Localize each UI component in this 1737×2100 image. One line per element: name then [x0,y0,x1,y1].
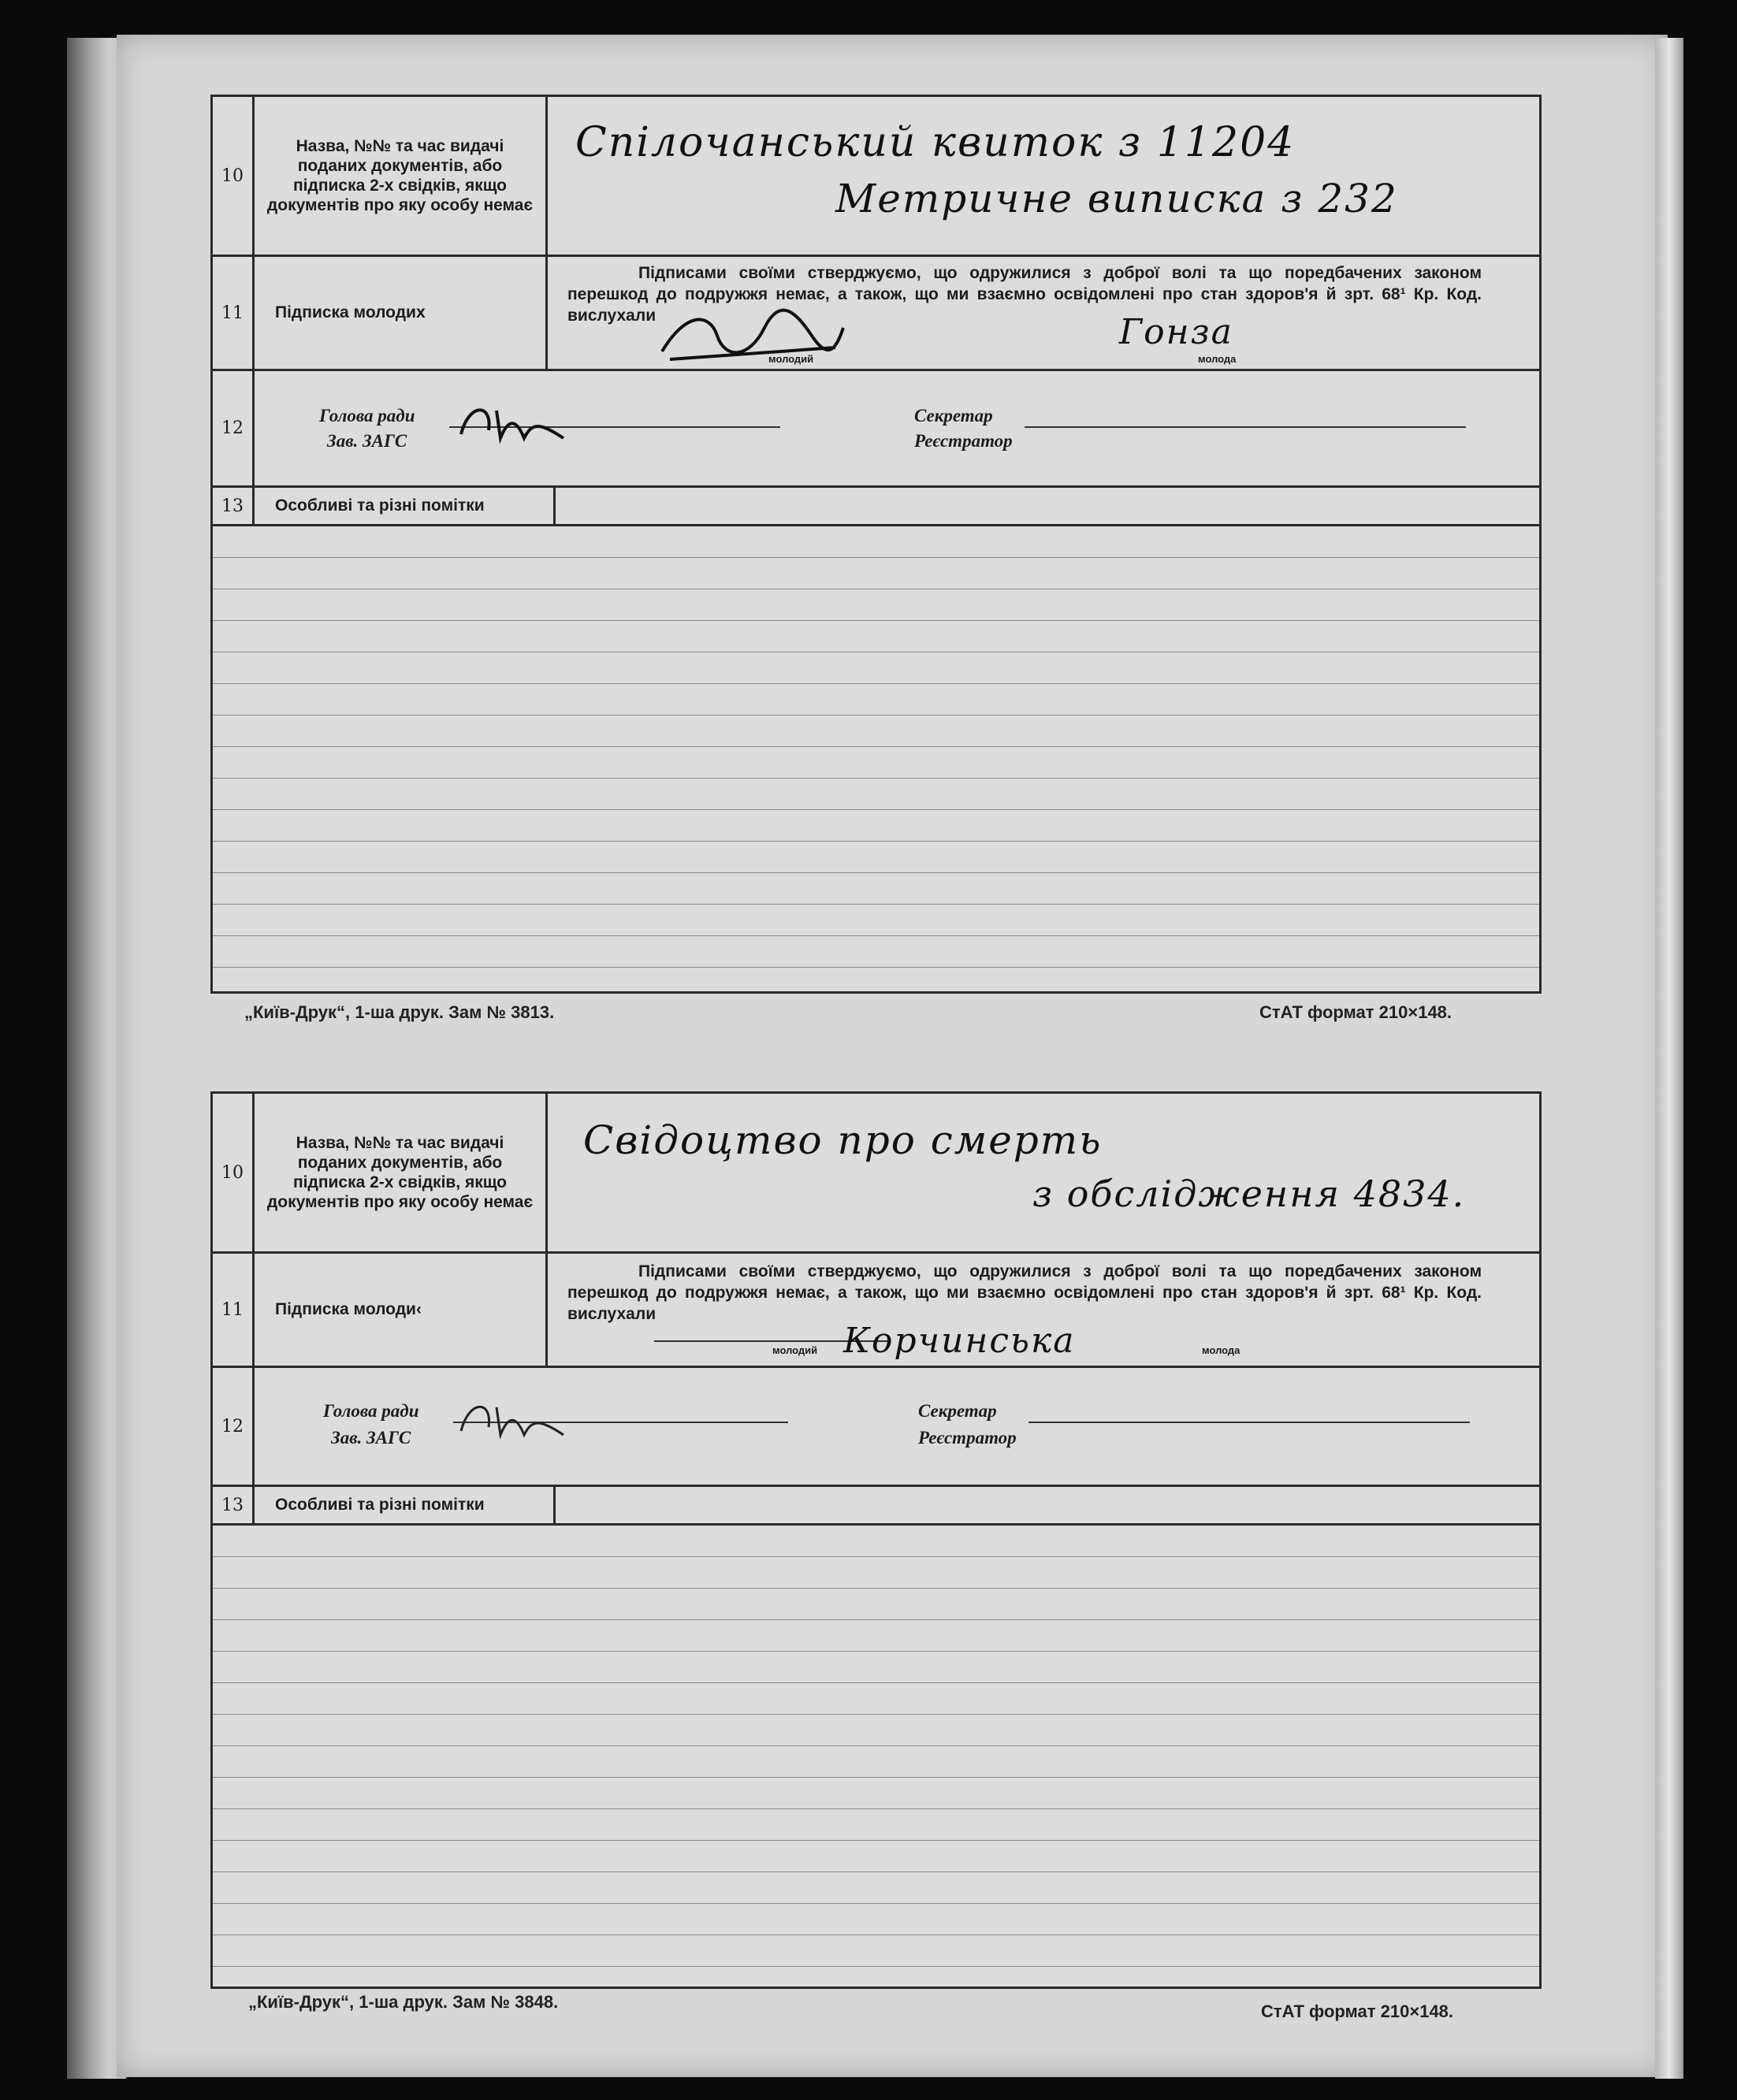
notes-ruled-area [213,1526,1539,1983]
pledge-text: Підписами своїми стверджуємо, що одружилися з доброї волі та що поредбачених законом перешкод до подружжя немає, а також, що ми взаємно освідомлені про стан здоров'я й зрт. 68¹ Кр. Код. вислухали [567,264,1482,325]
bride-caption: молода [1202,1344,1240,1356]
groom-signature-icon [654,304,851,367]
row-11 [213,1254,1539,1368]
notes-label: Особливі та різні помітки [255,488,556,524]
secretary-signature-line [1028,1422,1470,1423]
row-number: 13 [213,488,255,524]
page-edge-right [1655,38,1683,2079]
documents-label: Назва, №№ та час видачі поданих документів, або підписка 2-х свідків, якщо документів про яку особу немає [255,1094,548,1251]
secretary-signature-line [1025,426,1466,428]
secretary-label: Секретар [914,406,993,426]
row-number: 13 [213,1487,255,1523]
groom-signature: Корчинська [843,1321,1076,1361]
row-13 [213,488,1539,526]
format-note: СтАТ формат 210×148. [1259,1002,1452,1022]
row-number: 10 [213,1094,255,1251]
registrar-head-label: Зав. ЗАГС [327,431,407,451]
signatures-label: Підписка молодих [255,257,548,369]
head-signature-icon [453,395,571,450]
row-number: 11 [213,257,255,369]
handwritten-document-2: Метричне виписка з 232 [835,176,1398,221]
row-number: 12 [213,1368,255,1485]
head-signature-icon [453,1392,571,1447]
documents-label: Назва, №№ та час видачі поданих документів, або підписка 2-х свідків, якщо документів про яку особу немає [255,97,548,255]
form-frame [210,95,1542,994]
row-10 [213,1094,1539,1254]
registrar-head-label: Зав. ЗАГС [331,1428,411,1448]
printer-imprint: „Київ-Друк“, 1-ша друк. Зам № 3813. [244,1002,555,1022]
format-note: СтАТ формат 210×148. [1261,2002,1454,2021]
groom-caption: молодий [772,1344,818,1356]
bride-caption: молода [1198,353,1237,365]
handwritten-document-1: Спілочанський квиток з 11204 [575,119,1296,166]
form-frame [210,1091,1542,1989]
pledge-text: Підписами своїми стверджуємо, що одружилися з доброї волі та що поредбачених законом перешкод до подружжя немає, а також, що ми взаємно освідомлені про стан здоров'я й зрт. 68¹ Кр. Код. вислухали [567,1262,1482,1323]
signatures-label: Підписка молоди‹ [255,1254,548,1366]
notes-ruled-area [213,526,1539,987]
notes-label: Особливі та різні помітки [255,1487,556,1523]
row-12 [213,371,1539,488]
registrar-label: Реєстратор [918,1428,1017,1448]
registrar-label: Реєстратор [914,431,1013,451]
handwritten-document-2: з обслідження 4834. [1032,1173,1466,1215]
row-number: 10 [213,97,255,255]
secretary-label: Секретар [918,1401,997,1421]
row-number: 11 [213,1254,255,1366]
head-label: Голова ради [323,1401,419,1421]
printer-imprint: „Київ-Друк“, 1-ша друк. Зам № 3848. [248,1992,559,2012]
groom-caption: молодий [768,353,814,365]
row-11 [213,257,1539,371]
row-number: 12 [213,371,255,485]
row-12 [213,1368,1539,1487]
handwritten-document-1: Свідоцтво про смерть [583,1117,1103,1163]
row-13 [213,1487,1539,1526]
row-10 [213,97,1539,257]
head-label: Голова ради [319,406,415,426]
bride-signature: Гонза [1119,312,1233,352]
